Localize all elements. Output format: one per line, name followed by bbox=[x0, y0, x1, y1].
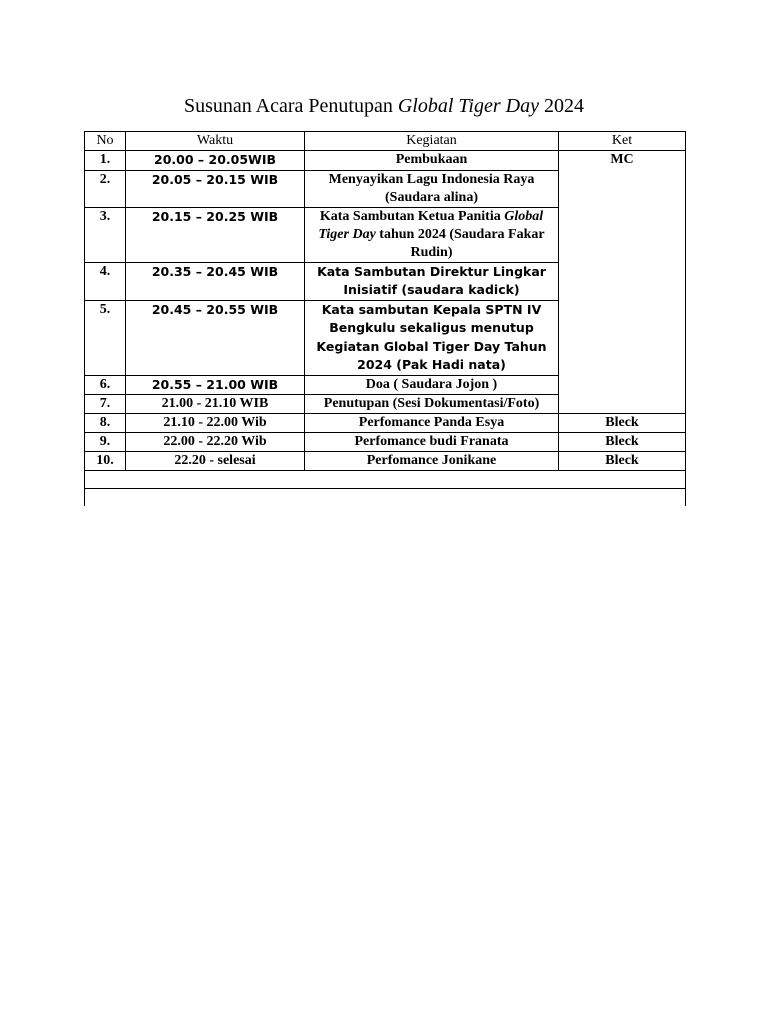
row-kegiatan: Pembukaan bbox=[305, 151, 559, 171]
row-waktu: 21.00 - 21.10 WIB bbox=[126, 395, 305, 414]
title-event-name: Global Tiger Day bbox=[397, 95, 539, 117]
row-no: 3. bbox=[85, 207, 126, 262]
row-waktu: 20.35 – 20.45 WIB bbox=[126, 262, 305, 300]
row-ket-mc: MC bbox=[559, 151, 686, 414]
empty-cell bbox=[85, 489, 686, 507]
schedule-table bbox=[84, 131, 686, 506]
header-kegiatan: Kegiatan bbox=[305, 132, 559, 151]
table-header-row bbox=[85, 132, 686, 151]
title-prefix: Susunan Acara Penutupan bbox=[184, 95, 398, 117]
table-row-empty bbox=[85, 489, 686, 507]
row-waktu: 20.55 – 21.00 WIB bbox=[126, 375, 305, 395]
row-kegiatan: Perfomance Panda Esya bbox=[305, 414, 559, 433]
header-waktu: Waktu bbox=[126, 132, 305, 151]
header-no: No bbox=[85, 132, 126, 151]
table-row bbox=[85, 452, 686, 471]
row-waktu: 21.10 - 22.00 Wib bbox=[126, 414, 305, 433]
kegiatan-text-a: Kata Sambutan Ketua Panitia bbox=[319, 208, 505, 224]
row-waktu: 20.00 – 20.05WIB bbox=[126, 151, 305, 171]
row-kegiatan: Kata sambutan Kepala SPTN IV Bengkulu sekaligus menutup Kegiatan Global Tiger Day Tahun 2024 (Pak Hadi nata) bbox=[305, 300, 559, 375]
row-no: 5. bbox=[85, 300, 126, 375]
row-kegiatan: Penutupan (Sesi Dokumentasi/Foto) bbox=[305, 395, 559, 414]
table-row bbox=[85, 433, 686, 452]
row-no: 7. bbox=[85, 395, 126, 414]
row-no: 4. bbox=[85, 262, 126, 300]
row-waktu: 20.45 – 20.55 WIB bbox=[126, 300, 305, 375]
row-ket: Bleck bbox=[559, 414, 686, 433]
header-ket: Ket bbox=[559, 132, 686, 151]
table-row-empty bbox=[85, 471, 686, 489]
row-waktu: 22.00 - 22.20 Wib bbox=[126, 433, 305, 452]
row-kegiatan: Kata Sambutan Direktur Lingkar Inisiatif (saudara kadick) bbox=[305, 262, 559, 300]
row-waktu: 20.05 – 20.15 WIB bbox=[126, 170, 305, 207]
row-no: 10. bbox=[85, 452, 126, 471]
row-kegiatan bbox=[305, 207, 559, 262]
row-waktu: 20.15 – 20.25 WIB bbox=[126, 207, 305, 262]
title-year: 2024 bbox=[538, 95, 584, 117]
table-row bbox=[85, 151, 686, 171]
row-no: 9. bbox=[85, 433, 126, 452]
row-no: 8. bbox=[85, 414, 126, 433]
row-kegiatan: Menyayikan Lagu Indonesia Raya (Saudara alina) bbox=[305, 170, 559, 207]
row-no: 1. bbox=[85, 151, 126, 171]
page-title bbox=[0, 92, 768, 120]
row-ket: Bleck bbox=[559, 452, 686, 471]
kegiatan-event-name: Global Tiger Day bbox=[318, 208, 544, 242]
row-ket: Bleck bbox=[559, 433, 686, 452]
row-kegiatan: Perfomance budi Franata bbox=[305, 433, 559, 452]
empty-cell bbox=[85, 471, 686, 489]
row-kegiatan: Perfomance Jonikane bbox=[305, 452, 559, 471]
row-waktu: 22.20 - selesai bbox=[126, 452, 305, 471]
kegiatan-text-c: tahun 2024 (Saudara Fakar Rudin) bbox=[375, 226, 545, 260]
row-no: 2. bbox=[85, 170, 126, 207]
row-kegiatan: Doa ( Saudara Jojon ) bbox=[305, 375, 559, 395]
row-no: 6. bbox=[85, 375, 126, 395]
table-row bbox=[85, 414, 686, 433]
